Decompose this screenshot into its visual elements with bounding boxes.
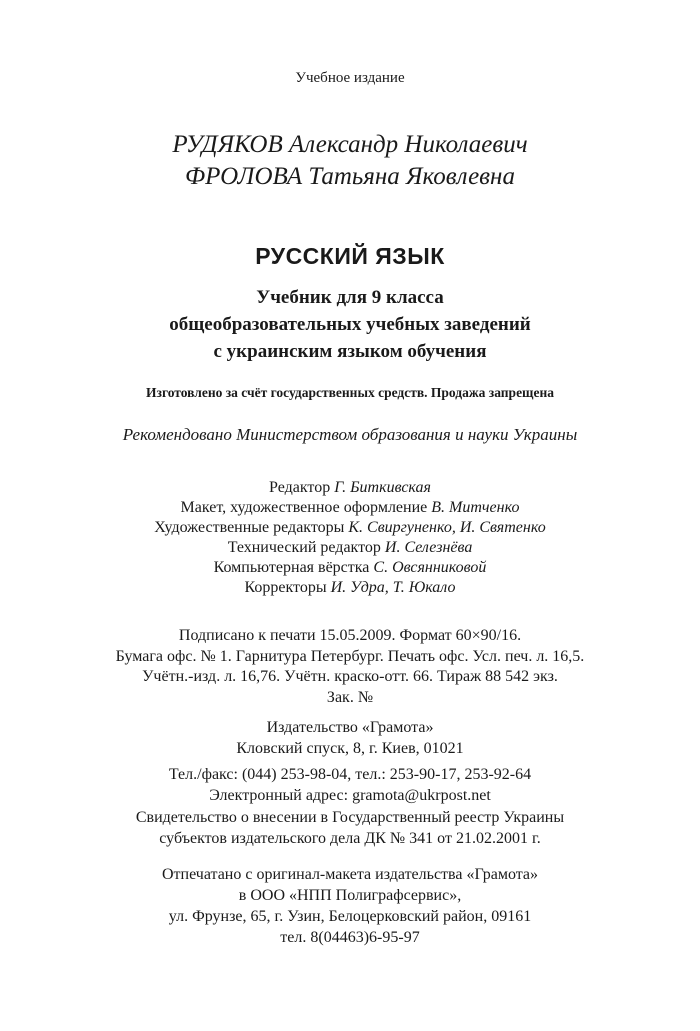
publisher-email: Электронный адрес: gramota@ukrpost.net xyxy=(209,787,491,804)
staff-line-art-editors xyxy=(0,519,700,537)
staff-names: И. Селезнёва xyxy=(384,539,473,556)
publisher-name: Издательство «Грамота» xyxy=(266,719,434,736)
staff-names: К. Свиргуненко, И. Святенко xyxy=(348,519,546,536)
staff-names: Г. Биткивская xyxy=(334,479,431,496)
staff-role: Редактор xyxy=(269,479,331,496)
author-2: ФРОЛОВА Татьяна Яковлевна xyxy=(185,163,515,190)
print-info-line-2: Бумага офс. № 1. Гарнитура Петербург. Печать офс. Усл. печ. л. 16,5. xyxy=(115,648,585,665)
funding-notice: Изготовлено за счёт государственных средств. Продажа запрещена xyxy=(146,385,554,400)
publisher-address: Кловский спуск, 8, г. Киев, 01021 xyxy=(236,740,464,757)
printer-line-1: Отпечатано с оригинал-макета издательства «Грамота» xyxy=(161,866,539,883)
staff-names: И. Удра, Т. Юкало xyxy=(330,579,456,596)
staff-line-editor xyxy=(0,479,700,497)
staff-role: Художественные редакторы xyxy=(154,519,345,536)
staff-names: С. Овсянниковой xyxy=(373,559,487,576)
edition-type: Учебное издание xyxy=(295,70,405,86)
staff-role: Корректоры xyxy=(244,579,327,596)
subtitle-line-2: общеобразовательных учебных заведений xyxy=(169,314,531,335)
printer-line-4: тел. 8(04463)6-95-97 xyxy=(280,929,420,946)
registry-line-1: Свидетельство о внесении в Государственный реестр Украины xyxy=(135,809,565,826)
staff-line-tech-editor xyxy=(0,539,700,557)
staff-role: Макет, художественное оформление xyxy=(180,499,428,516)
print-info-line-1: Подписано к печати 15.05.2009. Формат 60×90/16. xyxy=(178,627,522,644)
print-info-line-3: Учётн.-изд. л. 16,76. Учётн. краско-отт. 66. Тираж 88 542 экз. xyxy=(142,668,558,685)
staff-role: Компьютерная вёрстка xyxy=(213,559,370,576)
staff-line-proofreaders xyxy=(0,579,700,597)
staff-names: В. Митченко xyxy=(431,499,520,516)
print-info-line-4: Зак. № xyxy=(326,689,374,706)
printer-line-2: в ООО «НПП Полиграфсервис», xyxy=(238,887,462,904)
author-1: РУДЯКОВ Александр Николаевич xyxy=(172,131,528,158)
subtitle-line-1: Учебник для 9 класса xyxy=(256,287,444,308)
publisher-phone: Тел./факс: (044) 253-98-04, тел.: 253-90-17, 253-92-64 xyxy=(168,766,532,783)
book-title: РУССКИЙ ЯЗЫК xyxy=(255,243,445,269)
ministry-recommendation: Рекомендовано Министерством образования и науки Украины xyxy=(122,425,578,444)
staff-line-layout xyxy=(0,499,700,517)
staff-line-typesetting xyxy=(0,559,700,577)
subtitle-line-3: с украинским языком обучения xyxy=(213,341,487,362)
printer-line-3: ул. Фрунзе, 65, г. Узин, Белоцерковский район, 09161 xyxy=(168,908,532,925)
staff-role: Технический редактор xyxy=(227,539,381,556)
registry-line-2: субъектов издательского дела ДК № 341 от 21.02.2001 г. xyxy=(159,830,541,847)
